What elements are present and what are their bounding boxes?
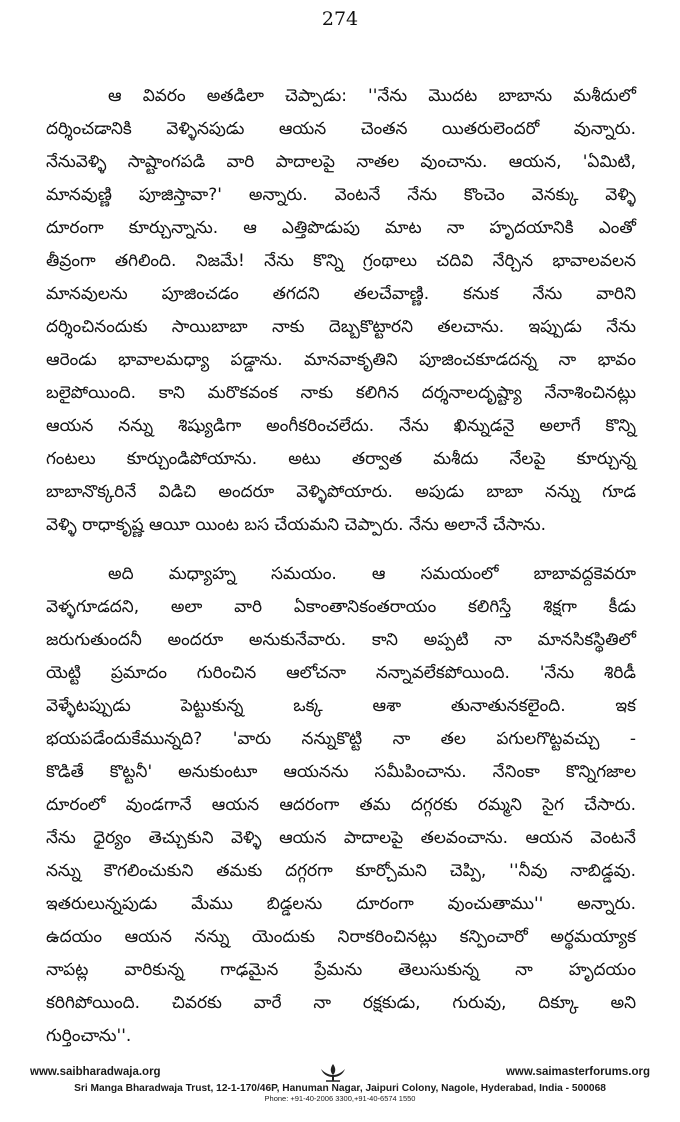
footer-phone: Phone: +91-40-2006 3300,+91-40-6574 1550 xyxy=(264,1094,416,1103)
paragraph-2 xyxy=(46,558,636,1053)
text-line: గుర్తించాను''. xyxy=(46,1026,132,1046)
text-line: దూరంలో వుండగానే ఆయన ఆదరంగా తమ దగ్గరకు రమ్మని సైగ చేసారు. xyxy=(46,795,636,815)
text-line: నాపట్ల వారికున్న గాఢమైన ప్రేమను తెలుసుకున్న నా హృదయం xyxy=(46,960,636,980)
text-line: బాబానొక్కరినే విడిచి అందరూ వెళ్ళిపోయారు. అపుడు బాబా నన్ను గూడ xyxy=(46,482,636,502)
text-line: ఆ వివరం అతడిలా చెప్పాడు: ''నేను మొదట బాబాను మశీదులో xyxy=(108,86,636,106)
text-line: మానవుణ్ణి పూజిస్తావా?' అన్నారు. వెంటనే నేను కొంచెం వెనక్కు వెళ్ళి xyxy=(46,185,636,205)
text-line: ఉదయం ఆయన నన్ను యెందుకు నిరాకరించినట్లు కన్పించారో అర్థమయ్యాక xyxy=(46,927,636,947)
lotus-emblem-icon xyxy=(318,1063,348,1083)
text-line: కొడితే కొట్టనీ' అనుకుంటూ ఆయనను సమీపించాను. నేనింకా కొన్నిగజాల xyxy=(46,762,636,782)
text-line: వెళ్ళగూడదని, అలా వారి ఏకాంతానికంతరాయం కలిగిస్తే శిక్షగా కీడు xyxy=(46,597,636,617)
page-number: 274 xyxy=(321,8,359,30)
text-line: గంటలు కూర్చుండిపోయాను. అటు తర్వాత మశీదు నేలపై కూర్చున్న xyxy=(46,449,636,469)
text-line: ఆయన నన్ను శిష్యుడిగా అంగీకరించలేదు. నేను ఖిన్నుడనై అలాగే కొన్ని xyxy=(46,416,636,436)
footer-left-url[interactable]: www.saibharadwaja.org xyxy=(30,1066,161,1078)
text-line: నేను ధైర్యం తెచ్చుకుని వెళ్ళి ఆయన పాదాలపై తలవంచాను. ఆయన వెంటనే xyxy=(46,828,636,848)
text-line: కరిగిపోయింది. చివరకు వారే నా రక్షకుడు, గురువు, దిక్కూ అని xyxy=(46,993,636,1013)
text-line: తీవ్రంగా తగిలింది. నిజమే! నేను కొన్ని గ్రంథాలు చదివి నేర్చిన భావాలవలన xyxy=(46,251,636,271)
text-line: జరుగుతుందనీ అందరూ అనుకునేవారు. కాని అప్పటి నా మానసికస్థితిలో xyxy=(46,630,636,650)
text-line: దర్శించడానికి వెళ్ళినపుడు ఆయన చెంతన యితరులెందరో వున్నారు. xyxy=(46,119,636,139)
text-line: వెళ్ళేటప్పుడు పెట్టుకున్న ఒక్క ఆశా తునాతునకలైంది. ఇక xyxy=(46,696,636,716)
text-line: దర్శించినందుకు సాయిబాబా నాకు దెబ్బకొట్టారని తలచాను. ఇప్పుడు నేను xyxy=(46,317,636,337)
text-line: ఇతరులున్నపుడు మేము బిడ్డలను దూరంగా వుంచుతాము'' అన్నారు. xyxy=(46,894,636,914)
footer-links-row xyxy=(30,1066,650,1083)
text-line: యెట్టి ప్రమాదం గురించిన ఆలోచనా నన్నావలేకపోయింది. 'నేను శిరిడీ xyxy=(46,663,636,683)
text-line: భయపడేందుకేమున్నది? 'వారు నన్నుకొట్టి నా తల పగులగొట్టవచ్చు - xyxy=(46,729,636,749)
text-line: నన్ను కౌగలించుకుని తమకు దగ్గరగా కూర్చోమని చెప్పి, ''నీవు నాబిడ్డవు. xyxy=(46,861,636,881)
footer-address: Sri Manga Bharadwaja Trust, 12-1-170/46P, Hanuman Nagar, Jaipuri Colony, Nagole, Hyderabad, India - 500068 xyxy=(74,1083,606,1094)
paragraph-1 xyxy=(46,80,636,542)
body-text xyxy=(46,80,636,1069)
text-line: మానవులను పూజించడం తగదని తలచేవాణ్ణి. కనుక నేను వారిని xyxy=(46,284,636,304)
text-line: దూరంగా కూర్చున్నాను. ఆ ఎత్తిపొడుపు మాట నా హృదయానికి ఎంతో xyxy=(46,218,636,238)
text-line: బలైపోయింది. కాని మరొకవంక నాకు కలిగిన దర్శనాలదృష్ట్యా నేనాశించినట్లు xyxy=(46,383,636,403)
text-line: అది మధ్యాహ్న సమయం. ఆ సమయంలో బాబావద్దకెవరూ xyxy=(108,564,636,584)
text-line: ఆరెండు భావాలమధ్యా పడ్డాను. మానవాకృతిని పూజించకూడదన్న నా భావం xyxy=(46,350,636,370)
text-line: వెళ్ళి రాధాకృష్ణ ఆయీ యింట బస చేయమని చెప్పారు. నేను అలానే చేసాను. xyxy=(46,515,547,535)
text-line: నేనువెళ్ళి సాష్టాంగపడి వారి పాదాలపై నాతల వుంచాను. ఆయన, 'ఏమిటి, xyxy=(46,152,636,172)
footer xyxy=(30,1066,650,1103)
footer-right-url[interactable]: www.saimasterforums.org xyxy=(505,1066,650,1078)
